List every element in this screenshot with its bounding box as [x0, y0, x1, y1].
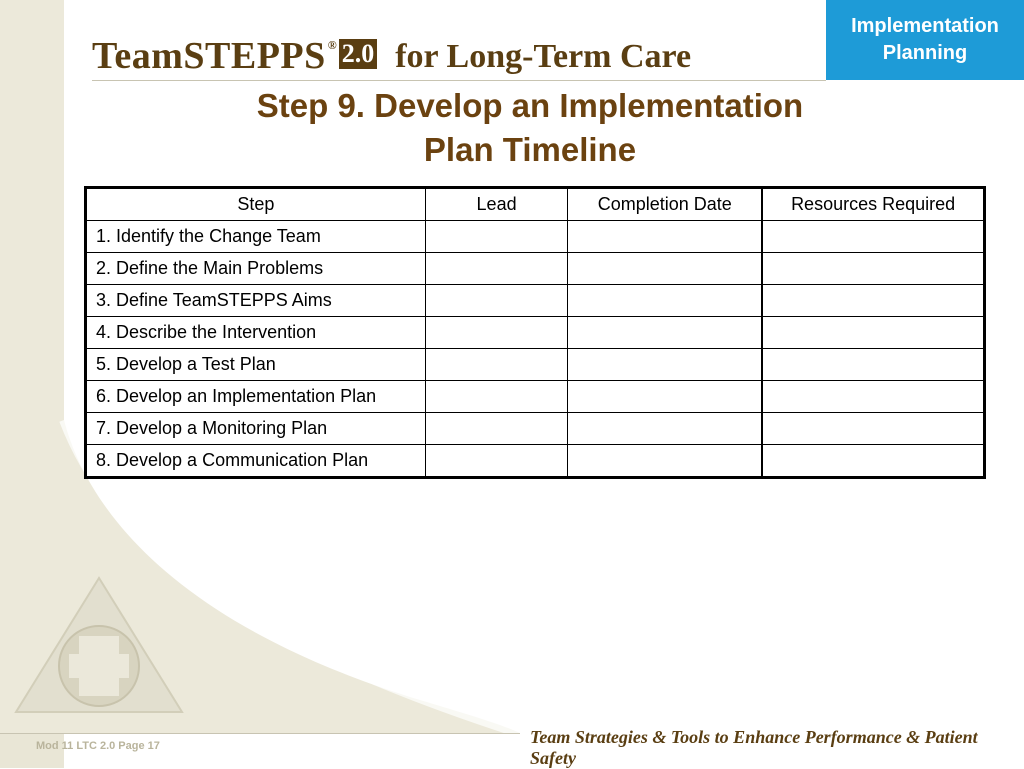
- step-cell: 1. Identify the Change Team: [86, 221, 426, 253]
- completion-date-cell: [568, 285, 762, 317]
- lead-cell: [425, 317, 567, 349]
- header-divider: [92, 80, 826, 81]
- resources-cell: [762, 317, 984, 349]
- table-row: [86, 285, 985, 317]
- lead-cell: [425, 285, 567, 317]
- resources-cell: [762, 221, 984, 253]
- logo-subtitle: for Long-Term Care: [395, 38, 692, 75]
- footer-divider: [0, 733, 520, 734]
- step-cell: 6. Develop an Implementation Plan: [86, 381, 426, 413]
- badge-line-2: Planning: [882, 42, 968, 64]
- page-number-label: Mod 11 LTC 2.0 Page 17: [36, 740, 160, 752]
- step-cell: 7. Develop a Monitoring Plan: [86, 413, 426, 445]
- completion-date-cell: [568, 445, 762, 478]
- resources-cell: [762, 413, 984, 445]
- table-row: [86, 413, 985, 445]
- section-badge: [826, 0, 1024, 80]
- lead-cell: [425, 381, 567, 413]
- completion-date-cell: [568, 253, 762, 285]
- teamstepps-triangle-emblem: [14, 576, 184, 716]
- header-resources-required: Resources Required: [762, 188, 984, 221]
- lead-cell: [425, 221, 567, 253]
- implementation-timeline-table: [84, 186, 986, 479]
- slide-title-line-1: Step 9. Develop an Implementation: [256, 87, 804, 124]
- resources-cell: [762, 285, 984, 317]
- table-row: [86, 445, 985, 478]
- lead-cell: [425, 349, 567, 381]
- logo-brand: TeamSTEPPS: [92, 35, 326, 77]
- lead-cell: [425, 445, 567, 478]
- step-cell: 3. Define TeamSTEPPS Aims: [86, 285, 426, 317]
- completion-date-cell: [568, 413, 762, 445]
- footer-tagline: Team Strategies & Tools to Enhance Performance & Patient Safety: [530, 727, 978, 768]
- header-step: Step: [86, 188, 426, 221]
- step-cell: 8. Develop a Communication Plan: [86, 445, 426, 478]
- resources-cell: [762, 381, 984, 413]
- table-row: [86, 221, 985, 253]
- logo-version: 2.0: [339, 39, 378, 69]
- lead-cell: [425, 253, 567, 285]
- step-cell: 5. Develop a Test Plan: [86, 349, 426, 381]
- header-completion-date: Completion Date: [568, 188, 762, 221]
- lead-cell: [425, 413, 567, 445]
- completion-date-cell: [568, 317, 762, 349]
- step-cell: 4. Describe the Intervention: [86, 317, 426, 349]
- completion-date-cell: [568, 221, 762, 253]
- table-header-row: [86, 188, 985, 221]
- resources-cell: [762, 253, 984, 285]
- slide-title: [130, 84, 930, 172]
- header-lead: Lead: [425, 188, 567, 221]
- table-row: [86, 381, 985, 413]
- resources-cell: [762, 349, 984, 381]
- table-row: [86, 317, 985, 349]
- table-row: [86, 349, 985, 381]
- table-row: [86, 253, 985, 285]
- badge-line-1: Implementation: [851, 15, 999, 37]
- completion-date-cell: [568, 349, 762, 381]
- step-cell: 2. Define the Main Problems: [86, 253, 426, 285]
- teamstepps-logo: [92, 30, 691, 78]
- logo-registered-mark: ®: [327, 38, 337, 52]
- slide-title-line-2: Plan Timeline: [423, 131, 637, 168]
- resources-cell: [762, 445, 984, 478]
- completion-date-cell: [568, 381, 762, 413]
